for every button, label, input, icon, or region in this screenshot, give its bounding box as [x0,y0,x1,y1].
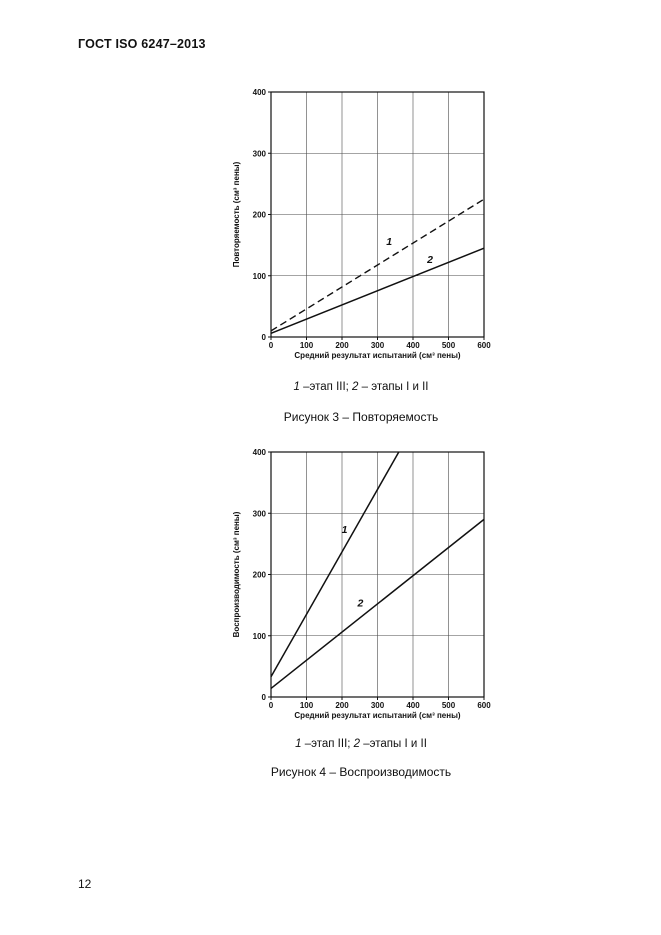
figure4-note [231,738,491,750]
series-line-1 [271,452,399,677]
x-axis-label: Средний результат испытаний (см³ пены) [294,711,461,720]
x-tick-label: 0 [268,701,274,710]
y-tick-label: 100 [252,271,266,281]
x-tick-label: 400 [406,341,420,350]
y-tick-label: 400 [252,88,266,97]
y-tick-label: 100 [252,631,266,641]
figure3-caption: Рисунок 3 – Повторяемость [283,410,439,424]
page-number: 12 [78,877,92,891]
x-tick-label: 600 [477,701,491,710]
x-tick-label: 100 [299,341,314,350]
x-axis-label: Средний результат испытаний (см³ пены) [294,351,461,360]
chart-repeatability [229,85,491,377]
x-tick-label: 500 [441,701,456,710]
y-tick-label: 300 [252,509,266,519]
figure4-note-text2: –этапы I и II [360,738,427,750]
figure3-note-text1: –этап III; [299,381,353,393]
x-tick-label: 300 [370,341,385,350]
figure4-note-series1-num: 1 [295,738,302,750]
x-tick-label: 300 [370,701,385,710]
figure3-note-series1-num: 1 [293,381,300,393]
y-axis-label: Воспроизводимость (см³ пены) [232,511,241,638]
series-label-2: 2 [427,253,433,266]
x-tick-label: 400 [406,701,420,710]
x-tick-label: 200 [335,341,349,350]
y-tick-label: 0 [261,333,266,342]
x-tick-label: 0 [268,341,274,350]
y-axis-label: Повторяемость (см³ пены) [232,161,241,268]
figure4-note-text1: –этап III; [301,738,354,750]
x-tick-label: 600 [477,341,491,350]
y-tick-label: 200 [252,210,266,220]
document-title: ГОСТ ISO 6247–2013 [78,37,206,51]
x-tick-label: 100 [299,701,314,710]
series-label-1: 1 [386,236,393,249]
figure3-note [231,381,491,393]
figure3-note-series2-num: 2 [352,381,359,393]
y-tick-label: 400 [252,448,266,457]
figure4-caption: Рисунок 4 – Воспроизводимость [270,765,452,779]
figure3-note-text2: – этапы I и II [358,381,429,393]
x-tick-label: 200 [335,701,349,710]
x-tick-label: 500 [441,341,456,350]
y-tick-label: 0 [261,693,266,702]
chart-reproducibility [229,445,491,737]
figure4-note-series2-num: 2 [353,738,361,750]
series-label-2: 2 [357,597,364,610]
series-label-1: 1 [341,523,348,536]
y-tick-label: 200 [252,570,266,580]
y-tick-label: 300 [252,149,266,159]
